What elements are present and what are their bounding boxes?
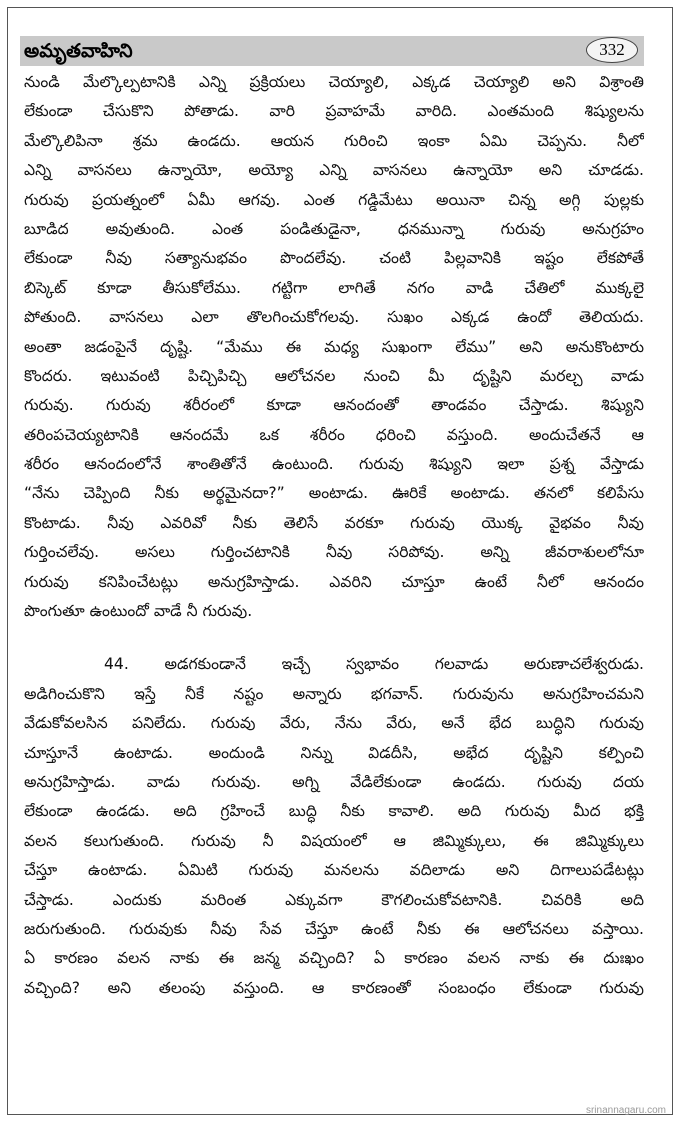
book-title: అమృతవాహిని	[24, 40, 133, 62]
text-line: జరుగుతుంది. గురువుకు నీవు సేవ చేస్తూ ఉంటే నీకు ఈ ఆలోచనలు వస్తాయి.	[24, 919, 644, 938]
text-line: గుర్తించలేవు. అసలు గుర్తించటానికి నీవు సరిపోవు. అన్ని జీవరాశులలోనూ	[24, 543, 644, 562]
text-line: మేల్కొలిపినా శ్రమ ఉండదు. ఆయన గురించి ఇంకా ఏమి చెప్పను. నీలో	[24, 131, 644, 150]
text-line: అడిగించుకొని ఇస్తే నీకే నష్టం అన్నారు భగవాన్. గురువును అనుగ్రహించమని	[24, 684, 644, 703]
text-line: “నేను చెప్పింది నీకు అర్థమైనదా?” అంటాడు. ఊరికే అంటాడు. తనలో కలిపేసు	[24, 484, 644, 503]
text-line: గురువు కనిపించేటట్లు అనుగ్రహిస్తాడు. ఎవరిని చూస్తూ ఉంటే నీలో ఆనందం	[24, 572, 644, 591]
text-line: బిస్కెట్ కూడా తీసుకోలేము. గట్టిగా లాగితే నగం వాడి చేతిలో ముక్కలై	[24, 278, 644, 297]
text-line: ఎన్ని వాసనలు ఉన్నాయో, అయ్యో ఎన్ని వాసనలు ఉన్నాయో అని చూడడు.	[24, 161, 644, 180]
text-line: చేస్తూ ఉంటాడు. ఏమిటి గురువు మనలను వదిలాడు అని దిగాలుపడేటట్లు	[24, 861, 644, 880]
text-line: గురువు ప్రయత్నంలో ఏమీ ఆగవు. ఎంత గడ్డిమేటు అయినా చిన్న అగ్గి పుల్లకు	[24, 190, 644, 209]
text-line: పొంగుతూ ఉంటుందో వాడే నీ గురువు.	[24, 602, 253, 621]
text-line: ఏ కారణం వలన నాకు ఈ జన్మ వచ్చింది? ఏ కారణం వలన నాకు ఈ దుఃఖం	[24, 949, 644, 968]
text-line: కొందరు. ఇటువంటి పిచ్చిపిచ్చి ఆలోచనల నుంచి మీ దృష్టిని మరల్చ వాడు	[24, 366, 644, 385]
site-watermark: srinannagaru.com	[585, 1105, 666, 1116]
text-line: పోతుంది. వాసనలు ఎలా తొలగించుకోగలవు. సుఖం ఎక్కడ ఉందో తెలియదు.	[24, 308, 644, 327]
page-body	[24, 68, 644, 1003]
text-line: వలన కలుగుతుంది. గురువు నీ విషయంలో ఆ జిమ్మిక్కులు, ఈ జిమ్మిక్కులు	[24, 831, 644, 850]
paragraph-2	[24, 650, 644, 1003]
paragraph-1	[24, 68, 644, 626]
text-line: లేకుండా నీవు సత్యానుభవం పొందలేవు. చంటి పిల్లవానికి ఇష్టం లేకపోతే	[24, 249, 644, 268]
text-line: గురువు. గురువు శరీరంలో కూడా ఆనందంతో తాండవం చేస్తాడు. శిష్యుని	[24, 396, 644, 415]
text-line: తరింపచెయ్యటానికి ఆనందమే ఒక శరీరం ధరించి వస్తుంది. అందుచేతనే ఆ	[24, 425, 644, 444]
text-line: వచ్చింది? అని తలంపు వస్తుంది. ఆ కారణంతో సంబంధం లేకుండా గురువు	[24, 978, 644, 997]
text-line: అంతా జడంపైనే దృష్టి. “మేము ఈ మధ్య సుఖంగా లేము” అని అనుకొంటారు	[24, 337, 644, 356]
text-line: లేకుండా ఉండడు. అది గ్రహించే బుద్ధి నీకు కావాలి. అది గురువు మీద భక్తి	[24, 802, 644, 821]
text-line: 44. అడగకుండానే ఇచ్చే స్వభావం గలవాడు అరుణాచలేశ్వరుడు.	[104, 655, 644, 674]
text-line: చూస్తూనే ఉంటాడు. అందుండి నిన్ను విడదీసి, అభేద దృష్టిని కల్పించి	[24, 743, 644, 762]
text-line: కొంటాడు. నీవు ఎవరివో నీకు తెలిసే వరకూ గురువు యొక్క వైభవం నీవు	[24, 513, 644, 532]
text-line: లేకుండా చేసుకొని పోతాడు. వారి ప్రవాహమే వారిది. ఎంతమంది శిష్యులను	[24, 102, 644, 121]
text-line: అనుగ్రహిస్తాడు. వాడు గురువు. అగ్ని వేడిలేకుండా ఉండదు. గురువు దయ	[24, 772, 644, 791]
text-line: వేడుకోవలసిన పనిలేదు. గురువు వేరు, నేను వేరు, అనే భేద బుద్ధిని గురువు	[24, 714, 644, 733]
text-line: నుండి మేల్కొల్పటానికి ఎన్ని ప్రక్రియలు చెయ్యాలి, ఎక్కడ చెయ్యాలి అని విశ్రాంతి	[24, 73, 644, 91]
text-line: చేస్తాడు. ఎందుకు మరింత ఎక్కువగా కౌగలించుకోవటానికి. చివరికి అది	[24, 890, 644, 909]
text-line: శరీరం ఆనందంలోనే శాంతితోనే ఉంటుంది. గురువు శిష్యుని ఇలా ప్రశ్న వేస్తాడు	[24, 455, 644, 474]
page-number-badge: 332	[586, 37, 638, 63]
text-line: బూడిద అవుతుంది. ఎంత పండితుడైనా, ధనమున్నా గురువు అనుగ్రహం	[24, 219, 644, 238]
page-header	[20, 36, 644, 66]
paragraph-gap	[24, 626, 644, 650]
